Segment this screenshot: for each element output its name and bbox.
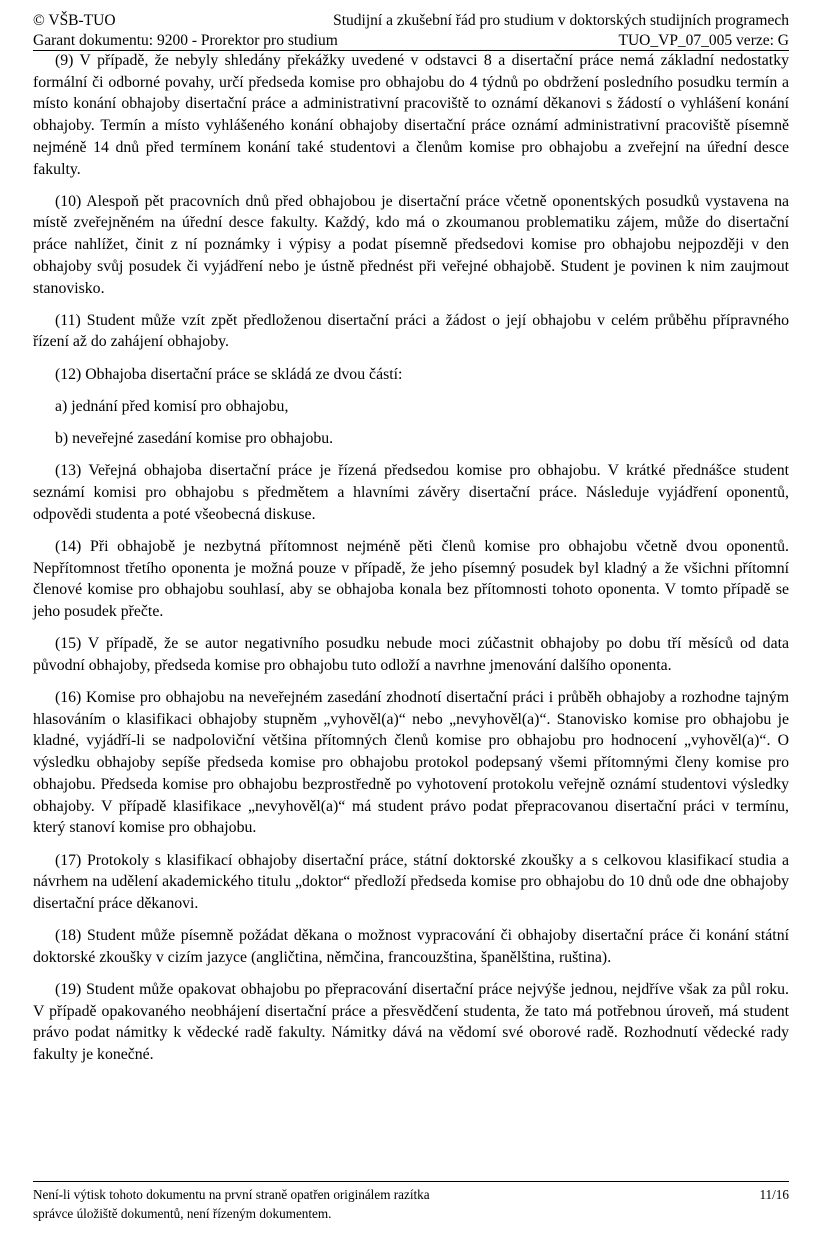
list-item-b: b) neveřejné zasedání komise pro obhajobu. <box>55 430 334 448</box>
footer-row-top <box>33 1186 789 1205</box>
header-document-id: TUO_VP_07_005 verze: G <box>618 32 789 49</box>
footer-notice-line2: správce úložiště dokumentů, není řízeným dokumentem. <box>33 1205 332 1221</box>
paragraph-19: (19) Student může opakovat obhajobu po přepracování disertační práce nejvýše jednou, nejdříve však za půl roku. V případě opakovaného neobhájení disertační práce a přesvědčení studenta, že tato má potřebnou úroveň, má student právo podat námitky k vědecké radě fakulty. Námitky dává na vědomí své oborové radě. Rozhodnutí vědecké rady fakulty je konečné. <box>33 981 789 1064</box>
header-document-title: Studijní a zkušební řád pro studium v doktorských studijních programech <box>333 12 789 29</box>
paragraph-13: (13) Veřejná obhajoba disertační práce je řízená předsedou komise pro obhajobu. V krátké přednášce student seznámí komisi pro obhajobu s předmětem a hlavními závěry disertační práce. Následuje vyjádření oponentů, odpovědi studenta a poté všeobecná diskuse. <box>33 462 789 523</box>
paragraph-11: (11) Student může vzít zpět předloženou disertační práci a žádost o její obhajobu v celém průběhu přípravného řízení až do zahájení obhajoby. <box>33 311 789 351</box>
paragraph-18: (18) Student může písemně požádat děkana o možnost vypracování či obhajoby disertační práce či konání státní doktorské zkoušky v cizím jazyce (angličtina, němčina, francouzština, španělština, ruština). <box>33 927 789 966</box>
paragraph-16: (16) Komise pro obhajobu na neveřejném zasedání zhodnotí disertační práci i průběh obhajoby a rozhodne tajným hlasováním o klasifikaci obhajoby stupněm „vyhověl(a)“ nebo „nevyhověl(a)“. Stanovisko komise pro obhajobu je kladné, vyjádří-li se nadpoloviční většina přítomných členů komise pro obhajobu pro hodnocení „vyhověl(a)“. O výsledku obhajoby sepíše předseda komise pro obhajobu protokol podepsaný všemi přítomnými členy komise pro obhajobu. Předseda komise pro obhajobu bezprostředně po vyhotovení protokolu veřejně oznámí studentovi výsledky obhajoby. V případě klasifikace „nevyhověl(a)“ má student právo podat přepracovanou disertační práci v termínu, který stanoví komise pro obhajobu. <box>33 689 789 837</box>
paragraph-9: (9) V případě, že nebyly shledány překážky uvedené v odstavci 8 a disertační práce nemá základní nedostatky formální či odborné povahy, určí předseda komise pro obhajobu do 4 týdnů po obdržení posledního posudku termín a místo konání obhajoby disertační práce a administrativní pracoviště to oznámí děkanovi s žádostí o vyhlášení konání obhajoby. Termín a místo vyhlášeného konání obhajoby disertační práce oznámí administrativní pracoviště písemně nejméně 14 dnů před termínem konání také studentovi a členům komise pro obhajobu a zveřejní na úřední desce fakulty. <box>33 52 789 178</box>
paragraph-10: (10) Alespoň pět pracovních dnů před obhajobou je disertační práce včetně oponentských posudků vystavena na místě zveřejněném na úřední desce fakulty. Každý, kdo má o zkoumanou problematiku zájem, může do disertační práce nahlížet, činit z ní poznámky i výpisy a podat písemně předsedovi komise pro obhajobu nejpozději v den obhajoby svůj posudek či vyjádření nebo je ústně přednést při veřejné obhajobě. Student je povinen k nim zaujmout stanovisko. <box>33 192 789 297</box>
paragraph-17: (17) Protokoly s klasifikací obhajoby disertační práce, státní doktorské zkoušky a s celkovou klasifikací studia a návrhem na udělení akademického titulu „doktor“ předloží předseda komise pro obhajobu do 10 dnů ode dne obhajoby disertační práce děkanovi. <box>33 851 789 912</box>
paragraph-14: (14) Při obhajobě je nezbytná přítomnost nejméně pěti členů komise pro obhajobu včetně dvou oponentů. Nepřítomnost třetího oponenta je možná pouze v případě, že jeho písemný posudek byl kladný a že všichni přítomní členové komise pro obhajobu souhlasí, aby se obhajoba konala bez přítomnosti tohoto oponenta. V tomto případě se jeho posudek přečte. <box>33 537 789 620</box>
page-number: 11/16 <box>759 1187 789 1202</box>
page-footer <box>33 1186 789 1223</box>
footer-row-bottom <box>33 1205 789 1224</box>
header-copyright: © VŠB-TUO <box>33 12 116 29</box>
paragraph-15: (15) V případě, že se autor negativního posudku nebude moci zúčastnit obhajoby po dobu tří měsíců od data původní obhajoby, předseda komise pro obhajobu tuto odloží a navrhne jmenování dalšího oponenta. <box>33 635 789 674</box>
list-item-a: a) jednání před komisí pro obhajobu, <box>55 397 289 415</box>
document-body <box>33 50 789 1076</box>
header-row-top <box>33 11 789 31</box>
header-guarantor: Garant dokumentu: 9200 - Prorektor pro studium <box>33 32 338 49</box>
page-header <box>33 11 789 51</box>
footer-notice-line1: Není-li výtisk tohoto dokumentu na první straně opatřen originálem razítka <box>33 1187 430 1202</box>
header-row-bottom <box>33 31 789 51</box>
paragraph-12: (12) Obhajoba disertační práce se skládá ze dvou částí: <box>55 365 403 383</box>
footer-divider <box>33 1181 789 1182</box>
